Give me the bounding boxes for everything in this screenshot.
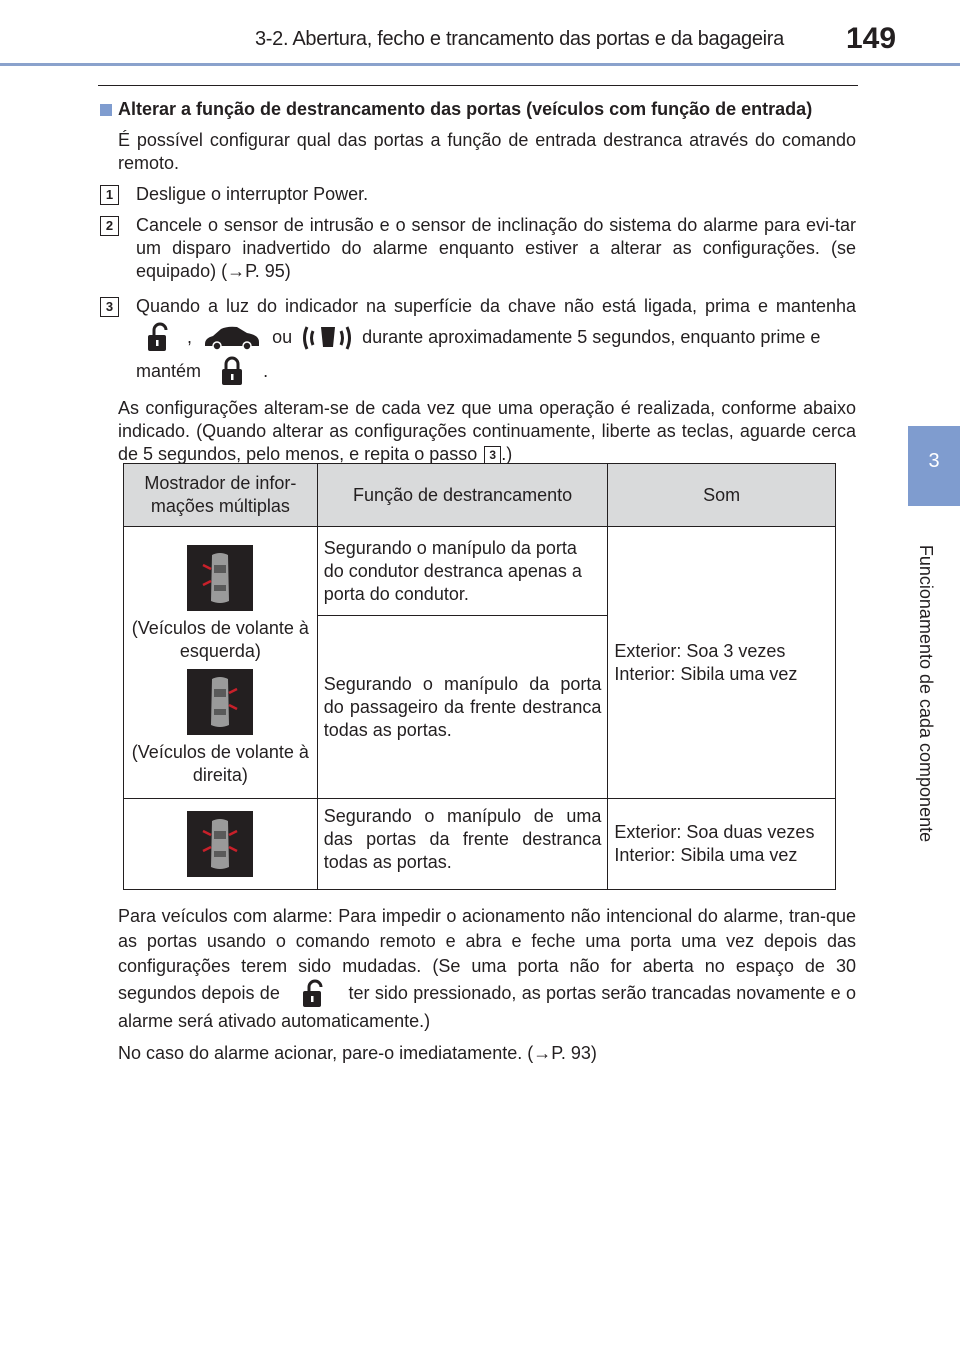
table-row bbox=[124, 527, 836, 616]
unlock-icon bbox=[289, 979, 339, 1009]
page-number: 149 bbox=[846, 22, 897, 55]
table-header-row bbox=[124, 464, 836, 527]
step-2: 2 Cancele o sensor de intrusão e o sensor de inclinação do sistema do alarme para evi-tar um disparo inadvertido do alarme enquanto estiver a alterar as configurações. (se equipado) (→P. 95) bbox=[136, 214, 856, 283]
function-cell: Segurando o manípulo de uma das portas da frente destranca todas as portas. bbox=[317, 799, 608, 890]
step-1: 1 Desligue o interruptor Power. bbox=[136, 183, 856, 206]
unlock-icon bbox=[140, 321, 178, 355]
unlock-settings-table bbox=[123, 463, 836, 890]
section-intro: É possível configurar qual das portas a função de entrada destranca através do comando remoto. bbox=[118, 130, 856, 173]
function-cell: Segurando o manípulo da porta do condutor destranca apenas a porta do condutor. bbox=[317, 527, 608, 616]
table-row bbox=[124, 799, 836, 890]
passenger-door-display-icon bbox=[187, 669, 253, 735]
final-note: No caso do alarme acionar, pare-o imediatamente. (→P. 93) bbox=[118, 1043, 597, 1063]
settings-note: As configurações alteram-se de cada vez que uma operação é realizada, conforme abaixo indicado. (Quando alterar as configurações continuamente, liberte as teclas, aguarde cerca de 5 segundos, pelo menos, e repita o passo 3 .) bbox=[118, 398, 856, 464]
sound-cell: Exterior: Soa 3 vezes Interior: Sibila uma vez bbox=[608, 527, 836, 799]
step-reference: 3 bbox=[484, 446, 501, 465]
alarm-note: Para veículos com alarme: Para impedir o acionamento não intencional do alarme, tran-que as portas usando o comando remoto e abra e feche uma porta uma vez depois das configurações terem sido mudadas. (Se uma porta não for aberta no espaço de 30 segundos depois de ter sido pressionado, as portas serão trancadas novamente e o alarme será ativado automaticamente.) bbox=[118, 906, 856, 1031]
lhd-caption: (Veículos de volante à esquerda) bbox=[131, 617, 309, 661]
section-heading: Alterar a função de destrancamento das portas (veículos com função de entrada) bbox=[100, 98, 856, 121]
panic-icon bbox=[301, 321, 353, 355]
column-header: Mostrador de infor-mações múltiplas bbox=[124, 464, 318, 527]
chapter-tab: 3 bbox=[908, 426, 960, 506]
column-header: Função de destrancamento bbox=[317, 464, 608, 527]
rhd-caption: (Veículos de volante à direita) bbox=[131, 741, 309, 785]
display-cell bbox=[124, 527, 318, 799]
sound-cell: Exterior: Soa duas vezes Interior: Sibila uma vez bbox=[608, 799, 836, 890]
step-number: 3 bbox=[100, 297, 119, 317]
function-cell: Segurando o manípulo da porta do passageiro da frente destranca todas as portas. bbox=[317, 616, 608, 799]
column-header: Som bbox=[608, 464, 836, 527]
step-number: 2 bbox=[100, 216, 119, 236]
header-title: 3-2. Abertura, fecho e trancamento das portas e da bagageira bbox=[254, 28, 784, 50]
driver-door-display-icon bbox=[187, 545, 253, 611]
main-content bbox=[100, 98, 856, 474]
after-table-notes bbox=[118, 904, 856, 1065]
chapter-label: Funcionamento de cada componente bbox=[916, 544, 937, 842]
divider bbox=[98, 85, 858, 86]
all-doors-display-icon bbox=[187, 811, 253, 877]
header-rule bbox=[0, 63, 960, 66]
section-marker-icon bbox=[100, 104, 112, 116]
step-3: 3 Quando a luz do indicador na superfície da chave não está ligada, prima e mantenha , ou durante aproximadamente 5 segundos, enquanto prime e mantém . bbox=[136, 291, 856, 389]
step-number: 1 bbox=[100, 185, 119, 205]
lock-icon bbox=[210, 355, 254, 389]
car-icon bbox=[201, 324, 263, 352]
display-cell bbox=[124, 799, 318, 890]
